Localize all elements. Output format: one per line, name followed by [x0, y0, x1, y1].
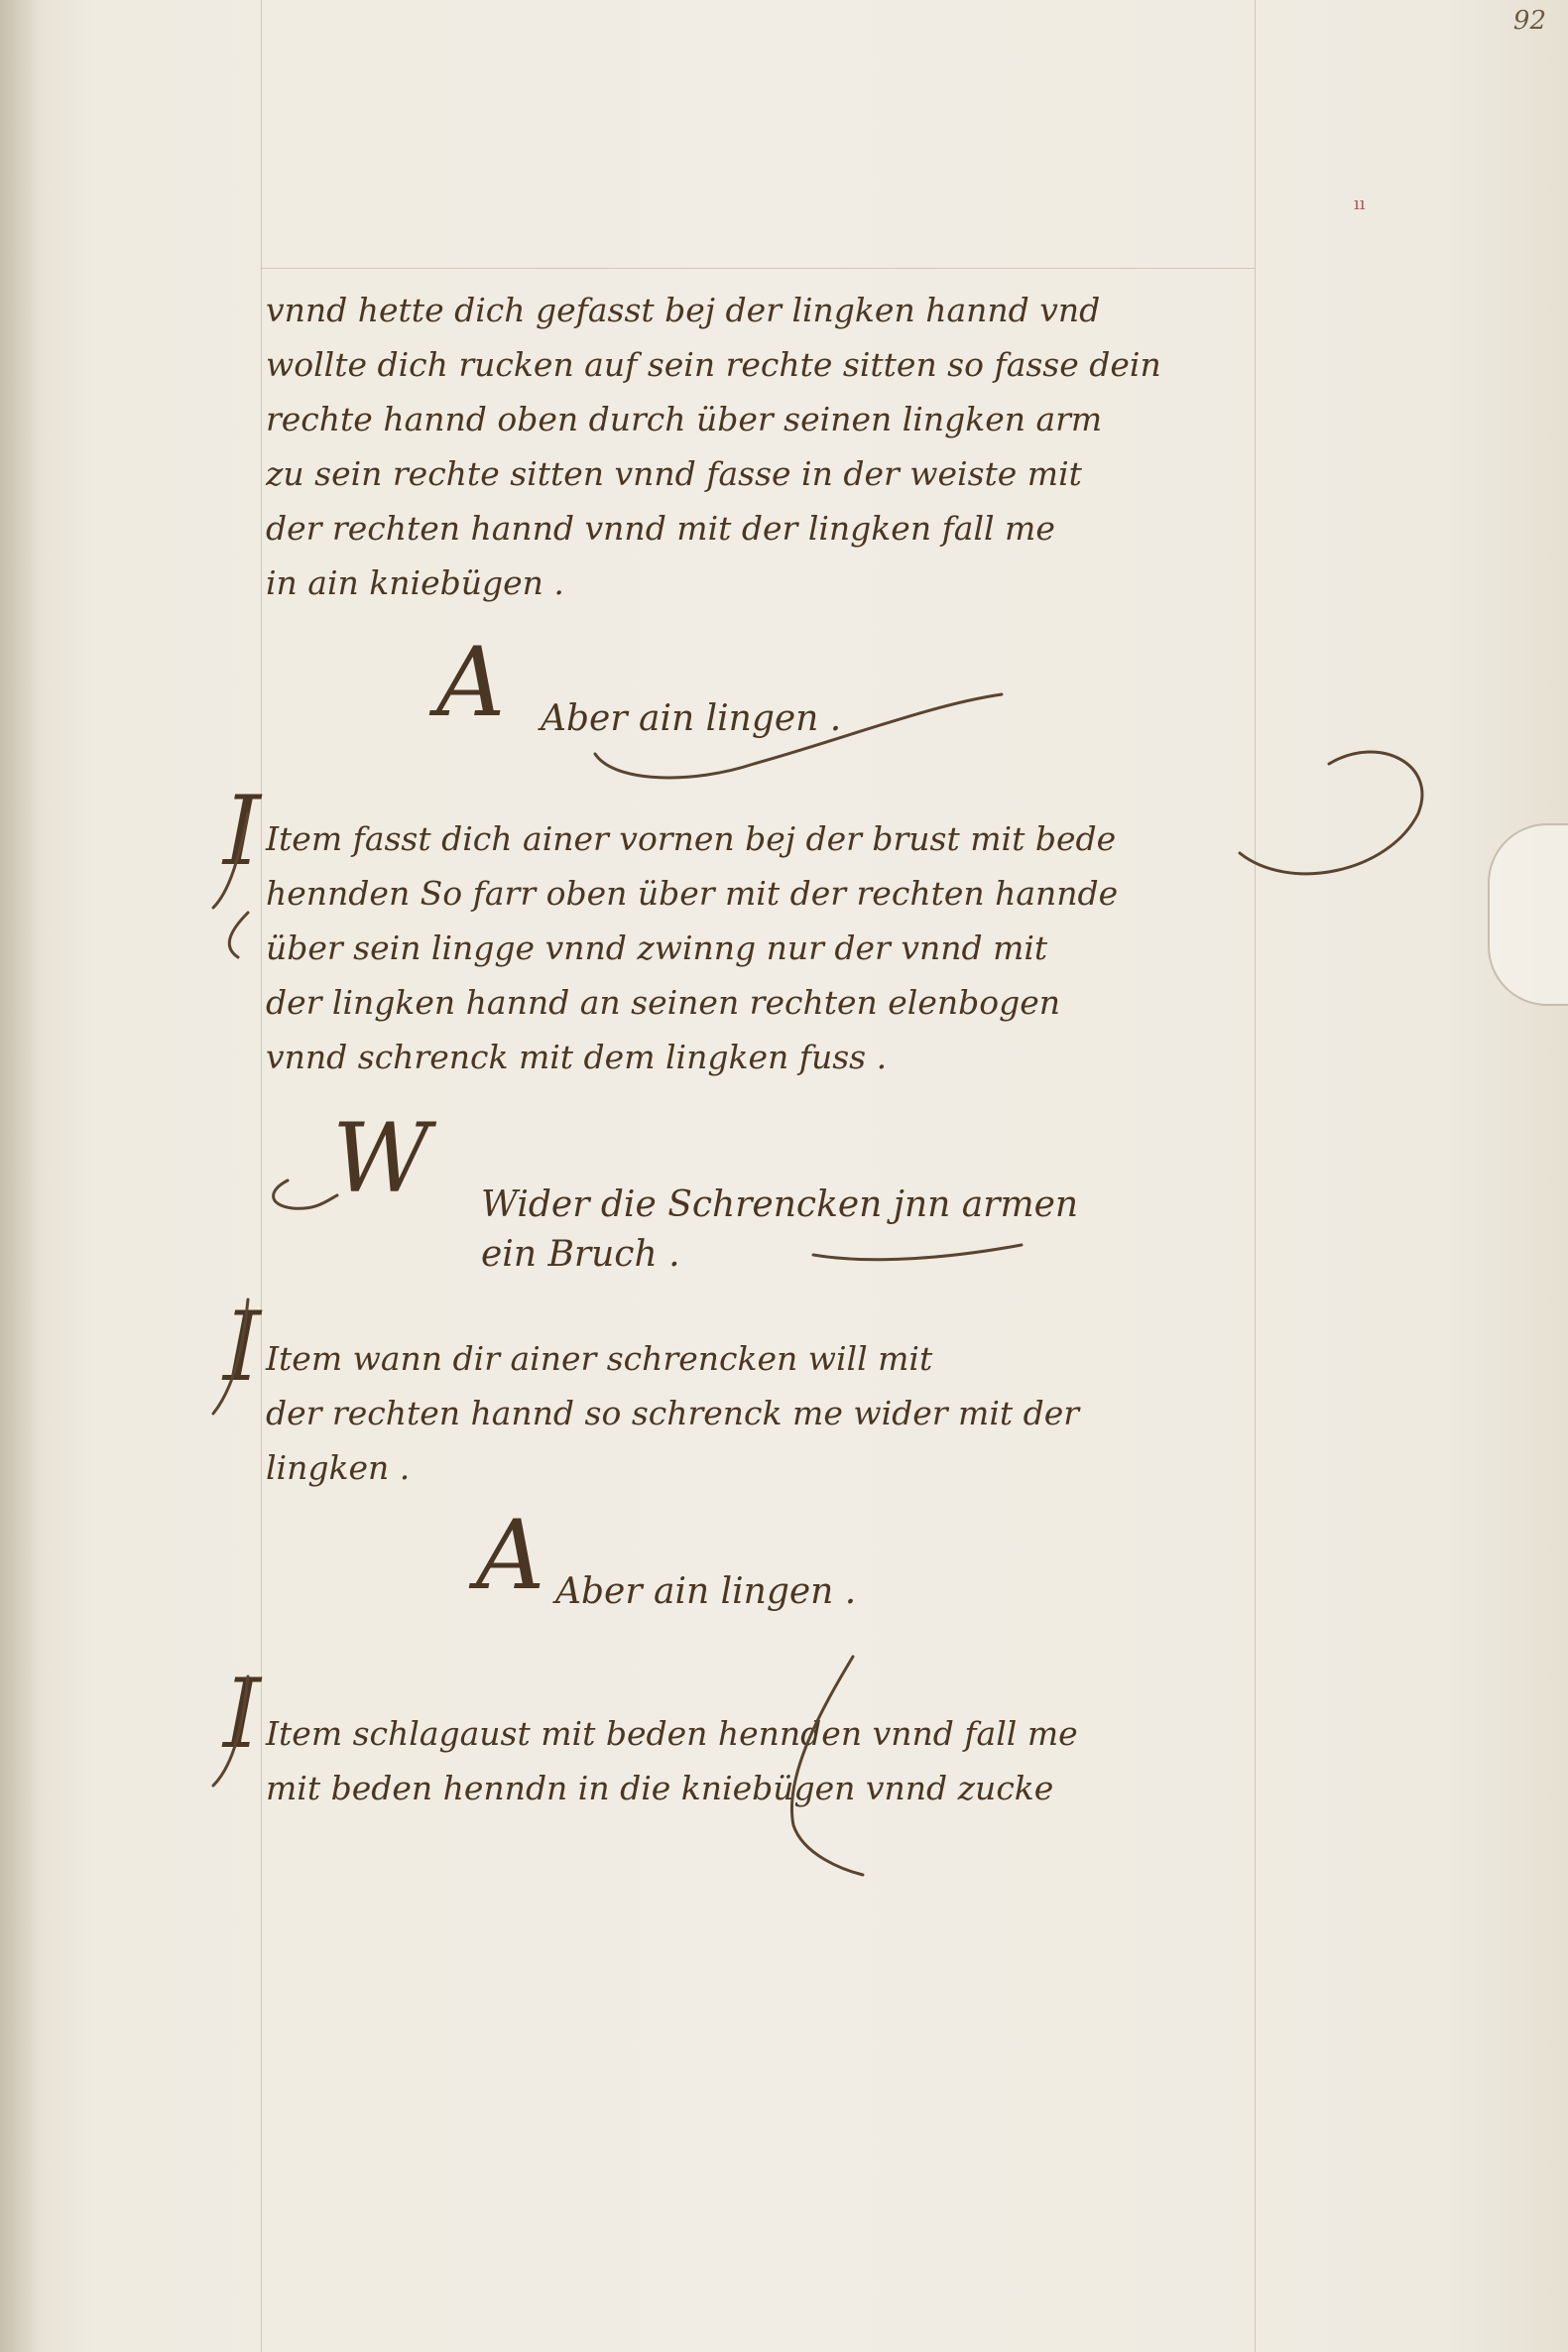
paragraph-2-initial: I [223, 776, 261, 887]
paragraph-3: Item wann dir ainer schrencken will mit der rechten hannd so schrenck me wider mit der lingken . [266, 1339, 1080, 1487]
ruling-line-top [261, 268, 1255, 269]
heading-3-initial: A [476, 1500, 545, 1611]
flourish-heading-2-left [274, 1180, 337, 1208]
heading-1-initial: A [436, 627, 506, 738]
paragraph-1: vnnd hette dich gefasst bej der lingken hannd vnd wollte dich rucken auf sein rechte sitten so fasse dein rechte hannd oben durch über seinen lingken arm zu sein rechte sitten vnnd fasse in der weiste mit der rechten hannd vnnd mit der lingken fall me in ain kniebügen . [266, 291, 1161, 602]
paragraph-2: Item fasst dich ainer vornen bej der brust mit bede hennden So farr oben über mit der rechten hannde über sein lingge vnnd zwinng nur der vnnd mit der lingken hannd an seinen rechten elenbogen vnnd schrenck mit dem lingken fuss . [266, 819, 1119, 1076]
binding-shadow [0, 0, 40, 2352]
paragraph-4: Item schlagaust mit beden hennden vnnd fall me mit beden henndn in die kniebügen vnnd zucke [266, 1714, 1078, 1807]
paragraph-3-initial: I [223, 1292, 261, 1403]
folio-number: 92 [1512, 6, 1546, 36]
heading-3: Aber ain lingen . [555, 1571, 857, 1612]
paragraph-4-initial: I [223, 1659, 261, 1770]
heading-2-initial: W [332, 1103, 430, 1214]
margin-mark: ıı [1354, 193, 1366, 214]
page-tab [1488, 823, 1568, 1006]
ruling-line-left [261, 0, 262, 2352]
heading-2: Wider die Schrencken jnn armen ein Bruch . [481, 1184, 1079, 1275]
heading-1: Aber ain lingen . [541, 698, 842, 739]
flourish-paragraph-2-right [1240, 752, 1422, 874]
